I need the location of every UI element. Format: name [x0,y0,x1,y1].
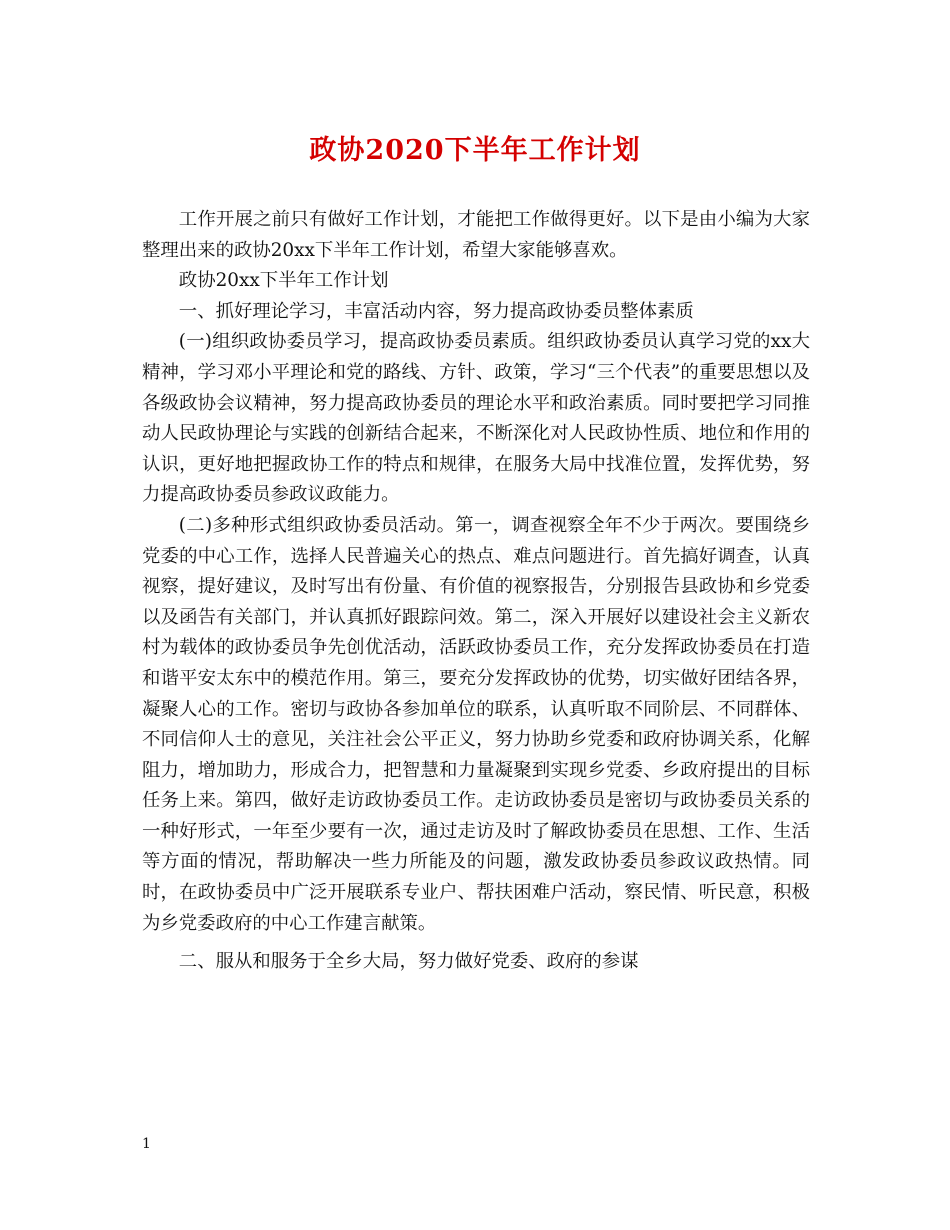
document-title: 政协2020下半年工作计划 [309,135,641,166]
page-number: 1 [142,1136,151,1152]
document-body [142,205,810,978]
intro-paragraph: 工作开展之前只有做好工作计划，才能把工作做得更好。以下是由小编为大家整理出来的政协20xx下半年工作计划，希望大家能够喜欢。 [142,209,810,261]
body-paragraph-2: (二)多种形式组织政协委员活动。第一，调查视察全年不少于两次。要围绕乡党委的中心工作，选择人民普遍关心的热点、难点问题进行。首先搞好调查，认真视察，提好建议，及时写出有份量、有价值的视察报告，分别报告县政协和乡党委以及函告有关部门，并认真抓好跟踪问效。第二，深入开展好以建设社会主义新农村为载体的政协委员争先创优活动，活跃政协委员工作，充分发挥政协委员在打造和谐平安太东中的模范作用。第三，要充分发挥政协的优势，切实做好团结各界，凝聚人心的工作。密切与政协各参加单位的联系，认真听取不同阶层、不同群体、不同信仰人士的意见，关注社会公平正义，努力协助乡党委和政府协调关系，化解阻力，增加助力，形成合力，把智慧和力量凝聚到实现乡党委、乡政府提出的目标任务上来。第四，做好走访政协委员工作。走访政协委员是密切与政协委员关系的一种好形式，一年至少要有一次，通过走访及时了解政协委员在思想、工作、生活等方面的情况，帮助解决一些力所能及的问题，激发政协委员参政议政热情。同时，在政协委员中广泛开展联系专业户、帮扶困难户活动，察民情、听民意，积极为乡党委政府的中心工作建言献策。 [142,514,810,934]
section-heading-2: 二、服从和服务于全乡大局，努力做好党委、政府的参谋 [178,951,639,973]
body-paragraph-1: (一)组织政协委员学习，提高政协委员素质。组织政协委员认真学习党的xx大精神，学习邓小平理论和党的路线、方针、政策，学习“三个代表”的重要思想以及各级政协会议精神，努力提高政协委员的理论水平和政治素质。同时要把学习同推动人民政协理论与实践的创新结合起来，不断深化对人民政协性质、地位和作用的认识，更好地把握政协工作的特点和规律，在服务大局中找准位置，发挥优势，努力提高政协委员参政议政能力。 [142,331,810,506]
subtitle-paragraph: 政协20xx下半年工作计划 [178,270,389,292]
section-heading-1: 一、抓好理论学习，丰富活动内容，努力提高政协委员整体素质 [178,300,694,322]
